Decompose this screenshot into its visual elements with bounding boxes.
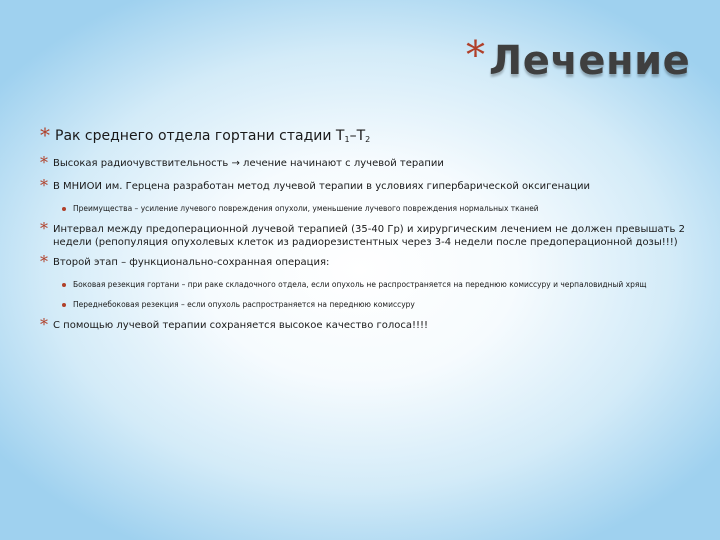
bullet-text-main: Рак среднего отдела гортани стадии Т <box>55 128 345 144</box>
title-star-icon: * <box>466 33 485 77</box>
asterisk-bullet-icon: * <box>40 153 48 172</box>
bullet-text: В МНИОИ им. Герцена разработан метод лучевой терапии в условиях гипербарической оксигенации <box>53 181 591 192</box>
sub-bullet-lateral-resection <box>62 279 685 290</box>
asterisk-bullet-icon: * <box>40 315 48 334</box>
dot-bullet-icon <box>62 283 66 287</box>
subscript: 2 <box>365 135 371 144</box>
sub-bullet-advantages <box>62 203 685 214</box>
bullet-interval <box>40 219 685 249</box>
subscript: 1 <box>344 135 350 144</box>
sub-bullet-anterolateral-resection <box>62 299 685 310</box>
bullet-text: Высокая радиочувствительность → лечение начинают с лучевой терапии <box>53 158 444 169</box>
bullet-voice-quality <box>40 315 685 334</box>
dot-bullet-icon <box>62 207 66 211</box>
asterisk-bullet-icon: * <box>40 252 48 271</box>
slide-title <box>466 33 691 84</box>
sub-bullet-text: Боковая резекция гортани – при раке складочного отдела, если опухоль не распространяется на переднюю комиссуру и черпаловидный хрящ <box>73 280 647 289</box>
sub-bullet-text: Преимущества – усиление лучевого повреждения опухоли, уменьшение лучевого повреждения нормальных тканей <box>73 204 539 213</box>
asterisk-bullet-icon: * <box>40 219 48 238</box>
bullet-list <box>40 123 685 342</box>
bullet-radiosensitivity <box>40 153 685 172</box>
bullet-text: Интервал между предоперационной лучевой терапией (35-40 Гр) и хирургическим лечением не должен превышать 2 недели (репопуляция опухолевых клеток из радиорезистентных через 3-4 недели после предоперационной дозы!!!) <box>53 224 685 248</box>
bullet-text-dash: –Т <box>349 128 366 144</box>
asterisk-bullet-icon: * <box>40 123 50 147</box>
bullet-stage <box>40 123 685 148</box>
sub-bullet-text: Переднебоковая резекция – если опухоль распространяется на переднюю комиссуру <box>73 300 415 309</box>
bullet-hyperbaric-method <box>40 176 685 195</box>
asterisk-bullet-icon: * <box>40 176 48 195</box>
title-text: Лечение <box>489 38 691 84</box>
bullet-text: Второй этап – функционально-сохранная операция: <box>53 257 330 268</box>
bullet-text <box>55 128 685 148</box>
bullet-second-stage <box>40 252 685 271</box>
dot-bullet-icon <box>62 303 66 307</box>
bullet-text: С помощью лучевой терапии сохраняется высокое качество голоса!!!! <box>53 320 429 331</box>
